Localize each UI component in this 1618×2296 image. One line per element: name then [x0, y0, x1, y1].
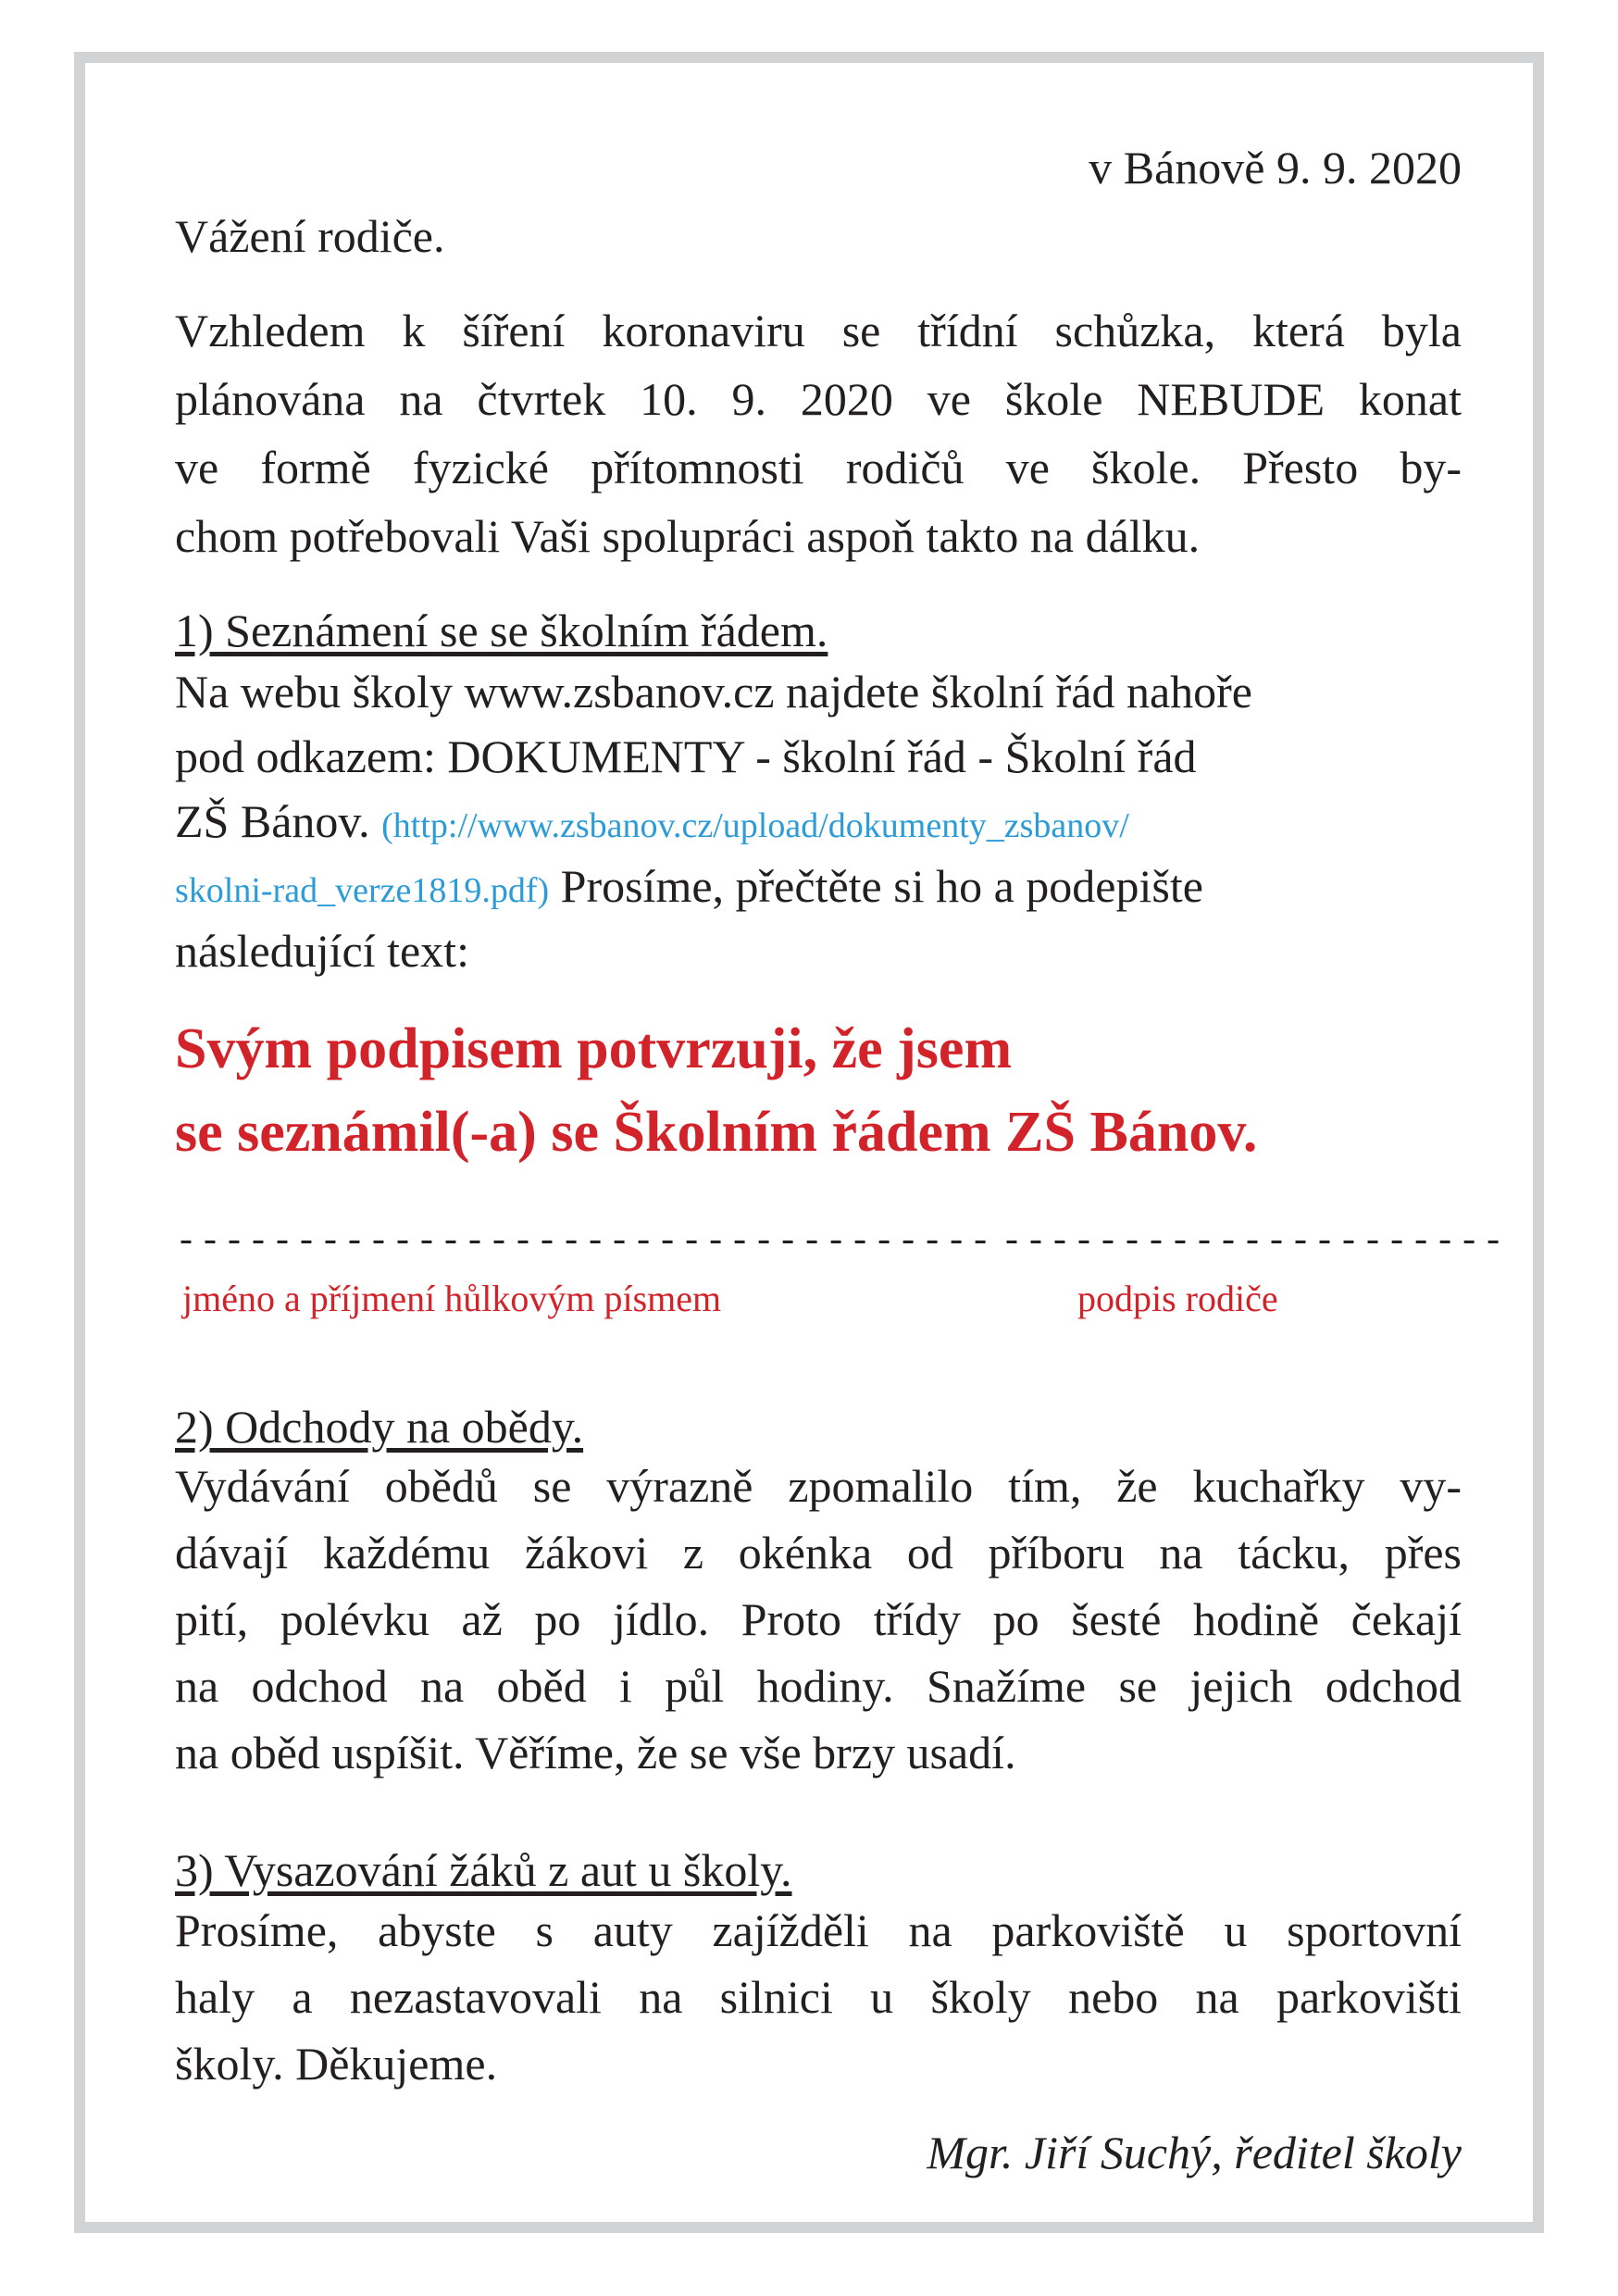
section-3-body: [175, 1898, 1462, 2098]
section-2-line: Vydávání obědů se výrazně zpomalilo tím, že kuchařky vy-: [175, 1460, 1462, 1512]
intro-line: chom potřebovali Vaši spolupráci aspoň takto na dálku.: [175, 510, 1201, 562]
section-2-line: na odchod na oběd i půl hodiny. Snažíme se jejich odchod: [175, 1660, 1462, 1712]
letter-date: v Bánově 9. 9. 2020: [1089, 142, 1462, 193]
section-1-line: následující text:: [175, 925, 469, 977]
parent-signature-line: ---------------------: [1001, 1222, 1507, 1264]
section-2-line: na oběd uspíšit. Věříme, že se vše brzy usadí.: [175, 1727, 1016, 1778]
section-3-heading: 3) Vysazování žáků z aut u školy.: [175, 1844, 792, 1896]
school-rules-link[interactable]: (http://www.zsbanov.cz/upload/dokumenty_zsbanov/: [381, 806, 1129, 845]
section-1-line: [175, 854, 1462, 918]
section-2-line: dávají každému žákovi z okénka od příboru na tácku, přes: [175, 1527, 1462, 1578]
greeting: Vážení rodiče.: [175, 210, 445, 262]
section-3-line: Prosíme, abyste s auty zajížděli na parkoviště u sportovní: [175, 1904, 1462, 1956]
signature-field-label: podpis rodiče: [1077, 1278, 1278, 1319]
confirmation-line: Svým podpisem potvrzuji, že jsem: [175, 1017, 1013, 1080]
confirmation-statement: [175, 1007, 1257, 1174]
name-signature-line: ----------------------------------: [175, 1222, 994, 1264]
intro-paragraph: [175, 296, 1462, 570]
section-2-line: pití, polévku až po jídlo. Proto třídy po šesté hodině čekají: [175, 1593, 1462, 1645]
section-1-body: [175, 659, 1462, 983]
section-3-line: školy. Děkujeme.: [175, 2038, 498, 2090]
confirmation-line: se seznámil(-a) se Školním řádem ZŠ Bánov.: [175, 1101, 1258, 1164]
section-2-heading: 2) Odchody na obědy.: [175, 1401, 584, 1453]
section-1-text: Prosíme, přečtěte si ho a podepište: [549, 860, 1203, 912]
principal-signature: Mgr. Jiří Suchý, ředitel školy: [927, 2127, 1462, 2178]
intro-line: ve formě fyzické přítomnosti rodičů ve škole. Přesto by-: [175, 442, 1462, 493]
section-1-heading: 1) Seznámení se se školním řádem.: [175, 605, 828, 656]
section-3-line: haly a nezastavovali na silnici u školy nebo na parkovišti: [175, 1971, 1462, 2023]
intro-line: Vzhledem k šíření koronaviru se třídní schůzka, která byla: [175, 305, 1462, 356]
section-1-line: pod odkazem: DOKUMENTY - školní řád - Školní řád: [175, 730, 1197, 782]
section-1-text: ZŠ Bánov.: [175, 795, 382, 847]
name-field-label: jméno a příjmení hůlkovým písmem: [182, 1278, 722, 1319]
intro-line: plánována na čtvrtek 10. 9. 2020 ve škole NEBUDE konat: [175, 373, 1462, 425]
school-rules-link-continued[interactable]: skolni-rad_verze1819.pdf): [175, 871, 550, 910]
section-2-body: [175, 1454, 1462, 1787]
section-1-line: Na webu školy www.zsbanov.cz najdete školní řád nahoře: [175, 666, 1252, 718]
section-1-line: [175, 789, 1462, 854]
